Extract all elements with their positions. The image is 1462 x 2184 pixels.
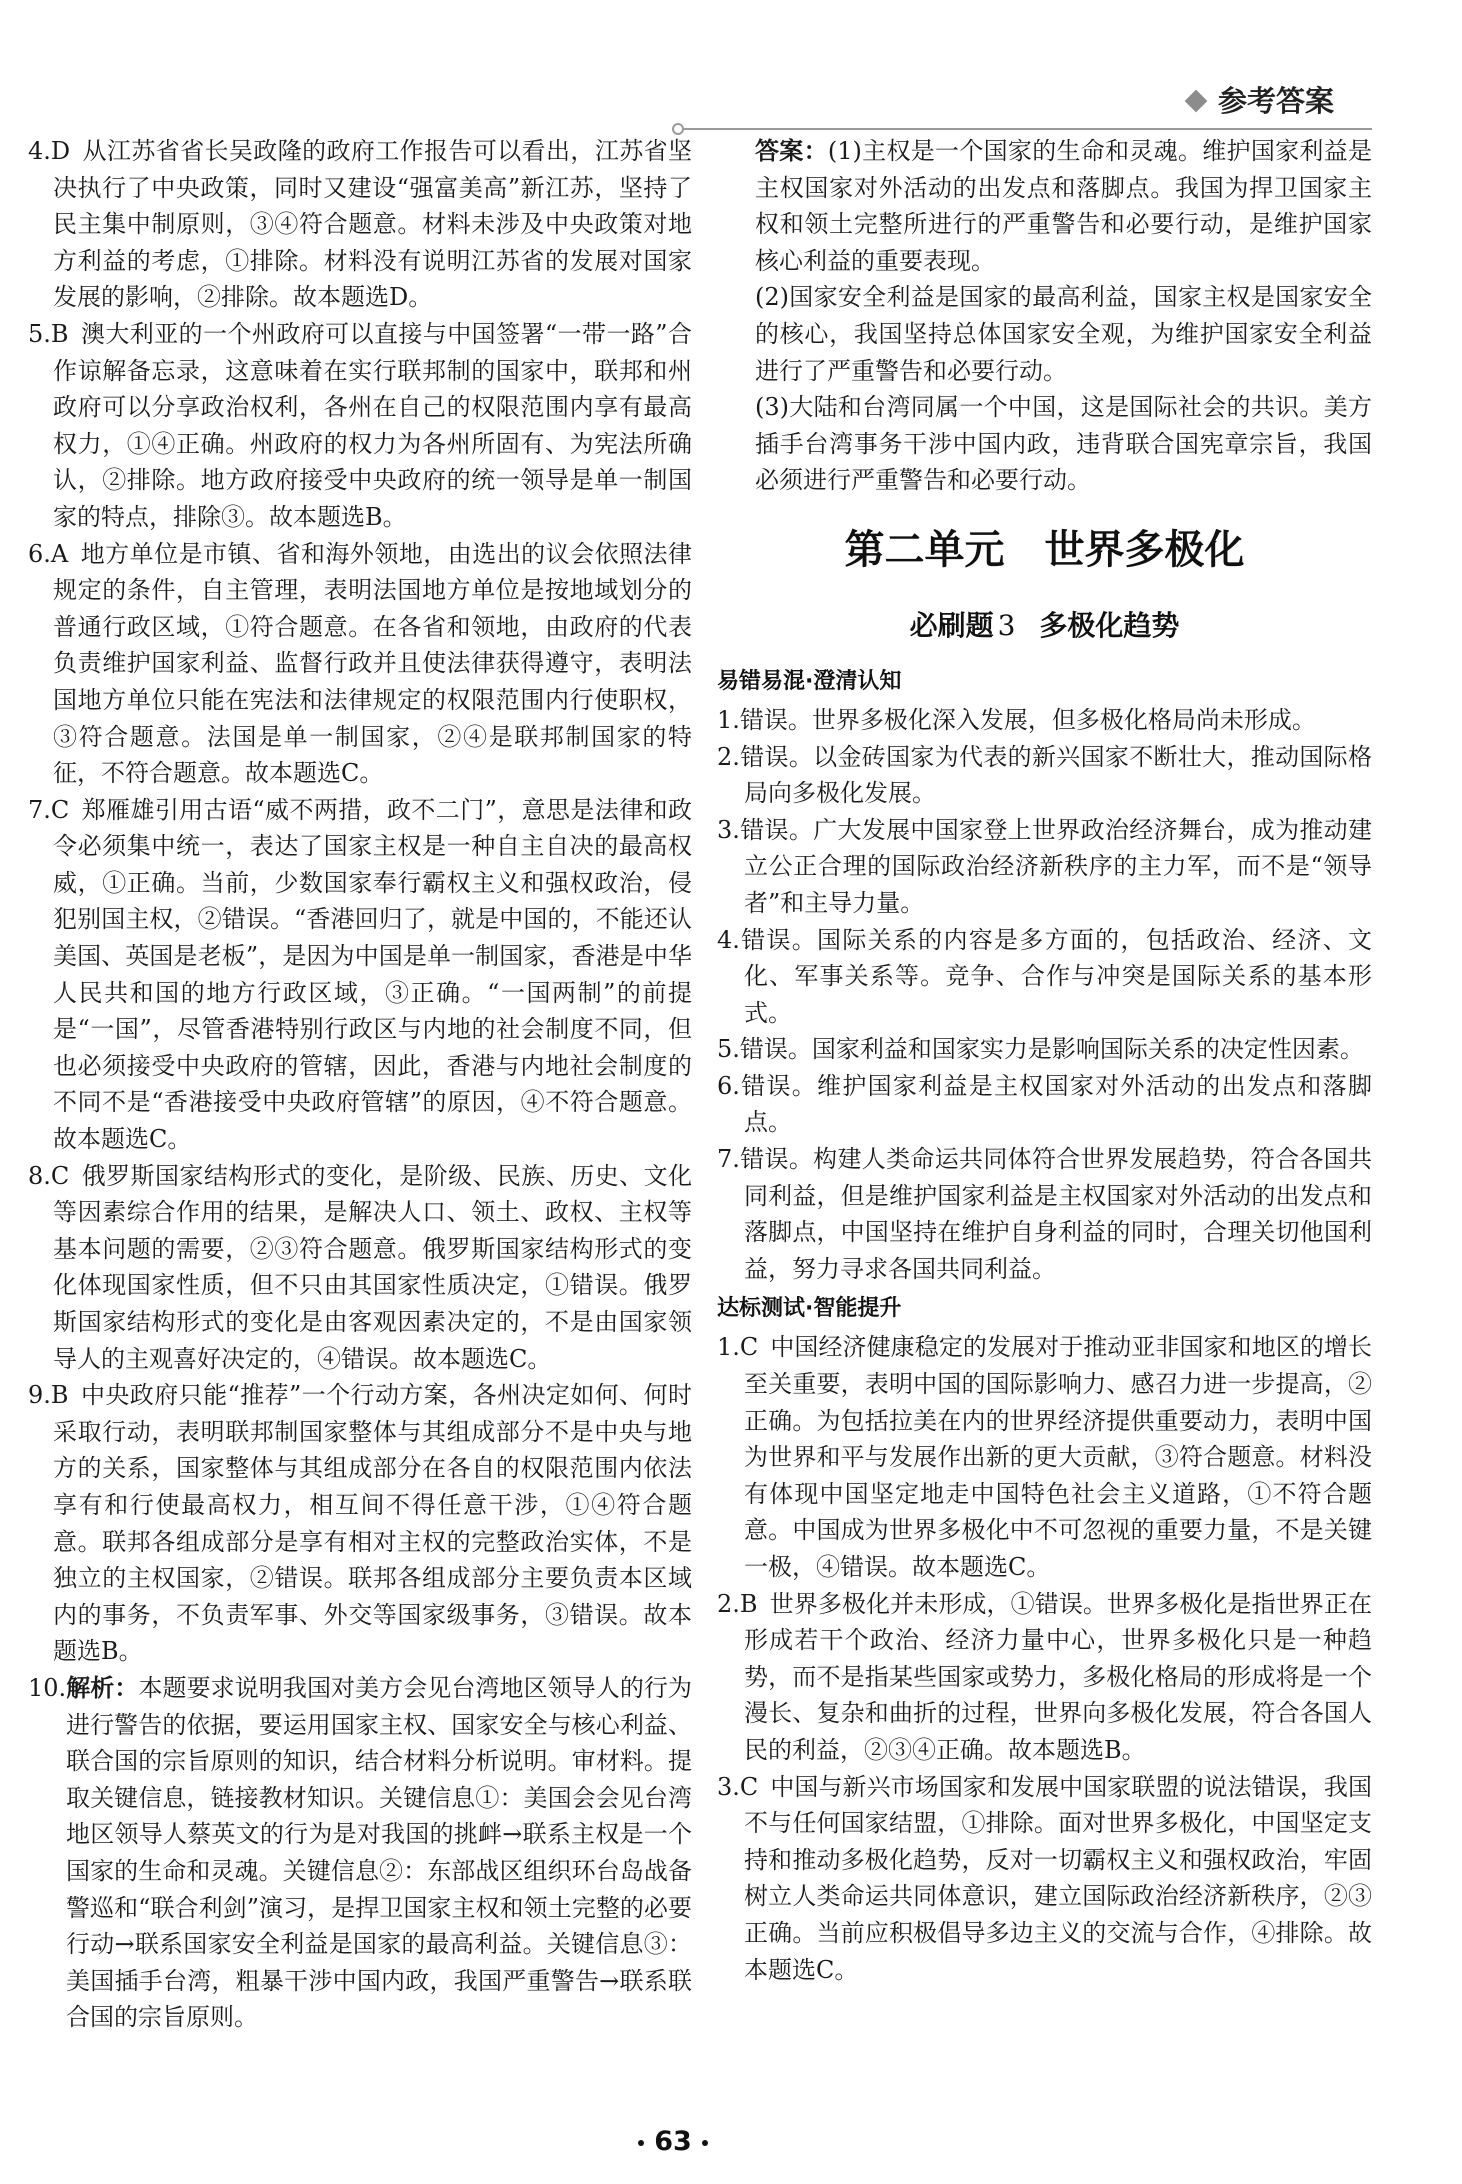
item-number: 9.B [28,1381,69,1410]
section-2-list [717,1329,1372,1988]
item-text: 中国经济健康稳定的发展对于推动亚非国家和地区的增长至关重要，表明中国的国际影响力、感召力进一步提高，②正确。为包括拉美在内的世界经济提供重要动力，表明中国为世界和平与发展作出新的更大贡献，③符合题意。材料没有体现中国坚定地走中国特色社会主义道路，①不符合题意。中国成为世界多极化中不可忽视的重要力量，不是关键一极，④错误。故本题选C。 [744,1333,1372,1581]
item-number: 3.C [717,1772,759,1801]
item-text: 本题要求说明我国对美方会见台湾地区领导人的行为进行警告的依据，要运用国家主权、国家安全与核心利益、联合国的宗旨原则的知识，结合材料分析说明。审材料。提取关键信息，链接教材知识。关键信息①：美国会会见台湾地区领导人蔡英文的行为是对我国的挑衅→联系主权是一个国家的生命和灵魂。关键信息②：东部战区组织环台岛战备警巡和“联合利剑”演习，是捍卫国家主权和领土完整的必要行动→联系国家安全利益是国家的最高利益。关键信息③：美国插手台湾，粗暴干涉中国内政，我国严重警告→联系联合国的宗旨原则。 [66,1673,692,2032]
item-text: 郑雁雄引用古语“威不两措，政不二门”，意思是法律和政令必须集中统一，表达了国家主权是一种自主自决的最高权威，①正确。当前，少数国家奉行霸权主义和强权政治，侵犯别国主权，②错误。“香港回归了，就是中国的，不能还认美国、英国是老板”，是因为中国是单一制国家，香港是中华人民共和国的地方行政区域，③正确。“一国两制”的前提是“一国”，尽管香港特别行政区与内地的社会制度不同，但也必须接受中央政府的管辖，因此，香港与内地社会制度的不同不是“香港接受中央政府管辖”的原因，④不符合题意。故本题选C。 [53,795,692,1154]
lesson-name: 多极化趋势 [1039,608,1180,642]
item-text: 错误。维护国家利益是主权国家对外活动的出发点和落脚点。 [739,1071,1372,1137]
item-number: 1. [717,705,740,734]
item-text: 错误。国家利益和国家实力是影响国际关系的决定性因素。 [739,1035,1364,1064]
list-item [717,1068,1372,1141]
list-item [717,1769,1372,1989]
item-number: 7. [717,1145,740,1174]
list-item [717,1586,1372,1769]
answer-paragraph-2: (2)国家安全利益是国家的最高利益，国家主权是国家安全的核心，我国坚持总体国家安全观，为维护国家安全利益进行了严重警告和必要行动。 [755,283,1372,385]
item-text: 错误。广大发展中国家登上世界政治经济舞台，成为推动建立公正合理的国际政治经济新秩序的主力军，而不是“领导者”和主导力量。 [739,815,1372,917]
list-item [717,922,1372,1032]
item-number: 5.B [28,319,69,348]
answer-label: 答案： [755,137,828,165]
unit-name: 世界多极化 [1044,526,1245,573]
header-title: 参考答案 [1218,84,1335,118]
list-item [717,1031,1372,1068]
section-title-1: 易错易混·澄清认知 [717,668,902,694]
list-item [717,1141,1372,1287]
item-number: 8.C [28,1161,70,1190]
answer-item-8 [28,1158,692,1378]
answer-block [717,133,1372,499]
dot-icon [702,2140,708,2146]
item-number: 4. [717,925,740,954]
dot-icon [638,2140,644,2146]
right-column [717,133,1372,1988]
answer-text: (1)主权是一个国家的生命和灵魂。维护国家利益是主权国家对外活动的出发点和落脚点。我国为捍卫国家主权和领土完整所进行的严重警告和必要行动，是维护国家核心利益的重要表现。 [755,137,1372,275]
item-number: 10. [28,1673,67,1702]
item-text: 澳大利亚的一个州政府可以直接与中国签署“一带一路”合作谅解备忘录，这意味着在实行联邦制的国家中，联邦和州政府可以分享政治权利，各州在自己的权限范围内享有最高权力，①④正确。州政府的权力为各州所固有、为宪法所确认，②排除。地方政府接受中央政府的统一领导是单一制国家的特点，排除③。故本题选B。 [53,319,692,531]
item-text: 世界多极化并未形成，①错误。世界多极化是指世界正在形成若干个政治、经济力量中心，世界多极化只是一种趋势，而不是指某些国家或势力，多极化格局的形成将是一个漫长、复杂和曲折的过程，世界向多极化发展，符合各国人民的利益，②③④正确。故本题选B。 [744,1589,1372,1764]
item-number: 6.A [28,539,69,568]
list-item [717,702,1372,739]
item-number: 4.D [28,137,71,165]
item-number: 2.B [717,1589,758,1618]
lesson-title [717,606,1372,646]
item-text: 错误。构建人类命运共同体符合世界发展趋势，符合各国共同利益，但是维护国家利益是主权国家对外活动的出发点和落脚点，中国坚持在维护自身利益的同时，合理关切他国利益，努力寻求各国共同利益。 [739,1145,1372,1283]
answer-item-9 [28,1377,692,1670]
item-text: 从江苏省省长吴政隆的政府工作报告可以看出，江苏省坚决执行了中央政策，同时又建设“强富美高”新江苏，坚持了民主集中制原则，③④符合题意。材料未涉及中央政策对地方利益的考虑，①排除。材料没有说明江苏省的发展对国家发展的影响，②排除。故本题选D。 [53,137,692,312]
unit-title [717,520,1372,580]
unit-number: 第二单元 [844,526,1005,573]
item-number: 1.C [717,1333,759,1362]
lesson-number: 3 [997,608,1016,642]
item-text: 中央政府只能“推荐”一个行动方案，各州决定如何、何时采取行动，表明联邦制国家整体与其组成部分不是中央与地方的关系，国家整体与其组成部分在各自的权限范围内依法享有和行使最高权力，相互间不得任意干涉，①④符合题意。联邦各组成部分是享有相对主权的完整政治实体，不是独立的主权国家，②错误。联邦各组成部分主要负责本区域内的事务，不负责军事、外交等国家级事务，③错误。故本题选B。 [53,1381,692,1666]
item-text: 俄罗斯国家结构形式的变化，是阶级、民族、历史、文化等因素综合作用的结果，是解决人口、领土、政权、主权等基本问题的需要，②③符合题意。俄罗斯国家结构形式的变化体现国家性质，但不只由其国家性质决定，①错误。俄罗斯国家结构形式的变化是由客观因素决定的，不是由国家领导人的主观喜好决定的，④错误。故本题选C。 [53,1161,692,1373]
section-title-2: 达标测试·智能提升 [717,1296,902,1322]
answer-item-6 [28,536,692,792]
item-text: 错误。国际关系的内容是多方面的，包括政治、经济、文化、军事关系等。竞争、合作与冲突是国际关系的基本形式。 [739,925,1372,1027]
item-text: 错误。世界多极化深入发展，但多极化格局尚未形成。 [739,705,1316,734]
item-number: 7.C [28,795,70,824]
section-1-list [717,702,1372,1288]
list-item [717,812,1372,922]
header-rule [682,128,1372,130]
item-text: 中国与新兴市场国家和发展中国家联盟的说法错误，我国不与任何国家结盟，①排除。面对世界多极化，中国坚定支持和推动多极化趋势，反对一切霸权主义和强权政治，牢固树立人类命运共同体意识，建立国际政治经济新秩序，②③正确。当前应积极倡导多边主义的交流与合作，④排除。故本题选C。 [744,1772,1372,1984]
lesson-prefix: 必刷题 [909,608,994,642]
answer-item-5 [28,316,692,536]
answer-item-4 [28,133,692,316]
page-number [603,2124,743,2160]
item-number: 5. [717,1035,740,1064]
answer-paragraph-3: (3)大陆和台湾同属一个中国，这是国际社会的共识。美方插手台湾事务干涉中国内政，违背联合国宪章宗旨，我国必须进行严重警告和必要行动。 [755,393,1372,495]
item-number: 2. [717,742,740,771]
item-text: 地方单位是市镇、省和海外领地，由选出的议会依照法律规定的条件，自主管理，表明法国地方单位是按地域划分的普通行政区域，①符合题意。在各省和领地，由政府的代表负责维护国家利益、监督行政并且使法律获得遵守，表明法国地方单位只能在宪法和法律规定的权限范围内行使职权，③符合题意。法国是单一制国家，②④是联邦制国家的特征，不符合题意。故本题选C。 [53,539,692,788]
item-number: 3. [717,815,740,844]
page-number-text: 63 [654,2126,692,2157]
left-column [28,133,692,2036]
answer-paragraph-1 [755,133,1372,279]
answer-item-10 [28,1670,692,2036]
list-item [717,739,1372,812]
list-item [717,1329,1372,1585]
item-text: 错误。以金砖国家为代表的新兴国家不断壮大，推动国际格局向多极化发展。 [739,742,1372,808]
diamond-icon [1185,90,1208,113]
analysis-label: 解析： [66,1673,139,1702]
answer-item-7 [28,792,692,1158]
item-number: 6. [717,1071,740,1100]
